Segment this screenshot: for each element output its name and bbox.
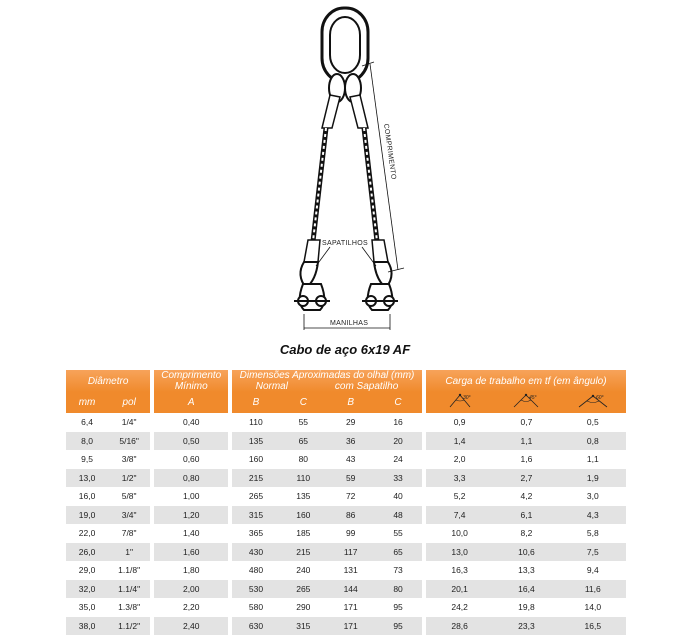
cell-load-30: 10,0 (426, 524, 493, 543)
table-row (66, 617, 626, 636)
header-mm: mm (66, 392, 108, 413)
cell-b-thimble: 99 (327, 524, 374, 543)
cell-b-normal: 630 (232, 617, 279, 636)
cell-c-normal: 315 (280, 617, 327, 636)
cell-b-thimble: 131 (327, 561, 374, 580)
cell-b-thimble: 171 (327, 617, 374, 636)
header-pol: pol (108, 392, 150, 413)
cell-load-45: 13,3 (493, 561, 559, 580)
spec-table (66, 370, 626, 635)
cell-load-60: 7,5 (560, 543, 626, 562)
cell-load-60: 5,8 (560, 524, 626, 543)
cell-load-30: 7,4 (426, 506, 493, 525)
cell-b-thimble: 36 (327, 432, 374, 451)
angle-30-icon (426, 392, 493, 413)
table-row (66, 543, 626, 562)
cell-load-45: 8,2 (493, 524, 559, 543)
cell-load-45: 1,1 (493, 432, 559, 451)
cell-c-normal: 110 (280, 469, 327, 488)
cell-mm: 38,0 (66, 617, 108, 636)
cell-load-30: 13,0 (426, 543, 493, 562)
cell-c-thimble: 16 (374, 413, 421, 432)
table-body (66, 413, 626, 635)
cell-c-normal: 65 (280, 432, 327, 451)
cell-a: 0,50 (154, 432, 228, 451)
cell-mm: 29,0 (66, 561, 108, 580)
cell-c-normal: 135 (280, 487, 327, 506)
cell-b-normal: 580 (232, 598, 279, 617)
cell-load-30: 0,9 (426, 413, 493, 432)
length-label: COMPRIMENTO (382, 123, 397, 181)
cell-a: 0,80 (154, 469, 228, 488)
cell-load-30: 24,2 (426, 598, 493, 617)
cell-c-normal: 55 (280, 413, 327, 432)
cell-load-60: 0,5 (560, 413, 626, 432)
cell-mm: 19,0 (66, 506, 108, 525)
cell-load-45: 2,7 (493, 469, 559, 488)
cell-mm: 26,0 (66, 543, 108, 562)
header-diameter: Diâmetro (66, 370, 150, 392)
cell-b-normal: 265 (232, 487, 279, 506)
cell-load-45: 1,6 (493, 450, 559, 469)
header-row-top (66, 370, 626, 392)
table-row (66, 487, 626, 506)
left-shackle (294, 284, 330, 310)
header-load: Carga de trabalho em tf (em ângulo) (426, 370, 626, 392)
cell-load-60: 11,6 (560, 580, 626, 599)
cell-b-normal: 110 (232, 413, 279, 432)
cell-c-thimble: 95 (374, 598, 421, 617)
table-row (66, 413, 626, 432)
table-row (66, 561, 626, 580)
cell-mm: 8,0 (66, 432, 108, 451)
cell-pol: 1" (108, 543, 150, 562)
cell-load-60: 4,3 (560, 506, 626, 525)
cell-b-normal: 215 (232, 469, 279, 488)
cell-load-30: 28,6 (426, 617, 493, 636)
cell-b-thimble: 29 (327, 413, 374, 432)
cell-load-60: 9,4 (560, 561, 626, 580)
header-c-thimble: C (374, 392, 421, 413)
cell-load-30: 20,1 (426, 580, 493, 599)
cell-pol: 3/8" (108, 450, 150, 469)
cell-pol: 3/4" (108, 506, 150, 525)
svg-text:60°: 60° (595, 395, 604, 401)
cell-pol: 1/2" (108, 469, 150, 488)
angle-45-icon (493, 392, 559, 413)
cell-load-45: 4,2 (493, 487, 559, 506)
cell-mm: 6,4 (66, 413, 108, 432)
cell-a: 2,00 (154, 580, 228, 599)
cell-b-thimble: 43 (327, 450, 374, 469)
cell-load-45: 0,7 (493, 413, 559, 432)
table-row (66, 432, 626, 451)
cell-b-normal: 530 (232, 580, 279, 599)
cell-c-thimble: 73 (374, 561, 421, 580)
thimbles-label: SAPATILHOS (322, 240, 368, 247)
cell-pol: 1/4" (108, 413, 150, 432)
cell-c-thimble: 20 (374, 432, 421, 451)
cell-b-normal: 480 (232, 561, 279, 580)
cell-load-45: 19,8 (493, 598, 559, 617)
cell-pol: 1.1/8" (108, 561, 150, 580)
shackles-label: MANILHAS (330, 320, 369, 327)
cell-load-60: 1,1 (560, 450, 626, 469)
cell-load-30: 5,2 (426, 487, 493, 506)
table-row (66, 580, 626, 599)
cell-c-thimble: 40 (374, 487, 421, 506)
cell-c-thimble: 65 (374, 543, 421, 562)
cell-load-45: 23,3 (493, 617, 559, 636)
cell-load-60: 14,0 (560, 598, 626, 617)
cell-b-normal: 430 (232, 543, 279, 562)
cell-pol: 7/8" (108, 524, 150, 543)
angle-60-icon (560, 392, 626, 413)
header-min-length: Comprimento Mínimo (154, 370, 228, 392)
table-row (66, 506, 626, 525)
svg-text:30°: 30° (462, 395, 471, 401)
cell-b-thimble: 117 (327, 543, 374, 562)
cell-b-thimble: 144 (327, 580, 374, 599)
cell-c-normal: 185 (280, 524, 327, 543)
cell-load-60: 3,0 (560, 487, 626, 506)
cell-pol: 1.3/8" (108, 598, 150, 617)
thimbles-callout (316, 240, 376, 266)
cell-b-thimble: 171 (327, 598, 374, 617)
cell-b-thimble: 86 (327, 506, 374, 525)
cell-load-30: 16,3 (426, 561, 493, 580)
cell-c-normal: 160 (280, 506, 327, 525)
cell-c-normal: 265 (280, 580, 327, 599)
header-a: A (154, 392, 228, 413)
cell-mm: 16,0 (66, 487, 108, 506)
shackles-dimension (304, 314, 390, 330)
cell-load-45: 10,6 (493, 543, 559, 562)
cell-load-30: 3,3 (426, 469, 493, 488)
cell-a: 0,60 (154, 450, 228, 469)
table-row (66, 524, 626, 543)
cell-load-60: 16,5 (560, 617, 626, 636)
cell-mm: 35,0 (66, 598, 108, 617)
cell-mm: 32,0 (66, 580, 108, 599)
table-row (66, 450, 626, 469)
cell-c-thimble: 80 (374, 580, 421, 599)
cell-c-normal: 80 (280, 450, 327, 469)
table-row (66, 469, 626, 488)
cell-load-30: 2,0 (426, 450, 493, 469)
cell-c-normal: 215 (280, 543, 327, 562)
cell-b-normal: 135 (232, 432, 279, 451)
cell-a: 1,60 (154, 543, 228, 562)
cell-load-60: 1,9 (560, 469, 626, 488)
cell-load-45: 6,1 (493, 506, 559, 525)
cell-c-thimble: 33 (374, 469, 421, 488)
cell-a: 2,40 (154, 617, 228, 636)
cell-pol: 1.1/2" (108, 617, 150, 636)
cell-c-thimble: 24 (374, 450, 421, 469)
cell-c-thimble: 95 (374, 617, 421, 636)
right-shackle (362, 284, 398, 310)
cell-load-60: 0,8 (560, 432, 626, 451)
cell-a: 0,40 (154, 413, 228, 432)
svg-text:45°: 45° (529, 395, 537, 401)
cell-c-thimble: 55 (374, 524, 421, 543)
cell-b-thimble: 72 (327, 487, 374, 506)
header-dimensions: Dimensões Aproximadas do olhal (mm) Normal com Sapatilho (232, 370, 421, 392)
page-title: Cabo de aço 6x19 AF (279, 342, 411, 357)
cell-c-normal: 240 (280, 561, 327, 580)
cell-mm: 22,0 (66, 524, 108, 543)
cell-a: 1,80 (154, 561, 228, 580)
table-row (66, 598, 626, 617)
cell-pol: 5/16" (108, 432, 150, 451)
cell-b-normal: 160 (232, 450, 279, 469)
header-b-thimble: B (327, 392, 374, 413)
cell-a: 2,20 (154, 598, 228, 617)
header-c-normal: C (280, 392, 327, 413)
header-b-normal: B (232, 392, 279, 413)
cell-mm: 9,5 (66, 450, 108, 469)
cell-load-30: 1,4 (426, 432, 493, 451)
cell-a: 1,00 (154, 487, 228, 506)
cell-c-thimble: 48 (374, 506, 421, 525)
cell-mm: 13,0 (66, 469, 108, 488)
header-row-bottom (66, 392, 626, 413)
cell-a: 1,20 (154, 506, 228, 525)
cell-b-thimble: 59 (327, 469, 374, 488)
cell-c-normal: 290 (280, 598, 327, 617)
cell-b-normal: 315 (232, 506, 279, 525)
cell-pol: 5/8" (108, 487, 150, 506)
cell-load-45: 16,4 (493, 580, 559, 599)
cell-a: 1,40 (154, 524, 228, 543)
cell-pol: 1.1/4" (108, 580, 150, 599)
cell-b-normal: 365 (232, 524, 279, 543)
